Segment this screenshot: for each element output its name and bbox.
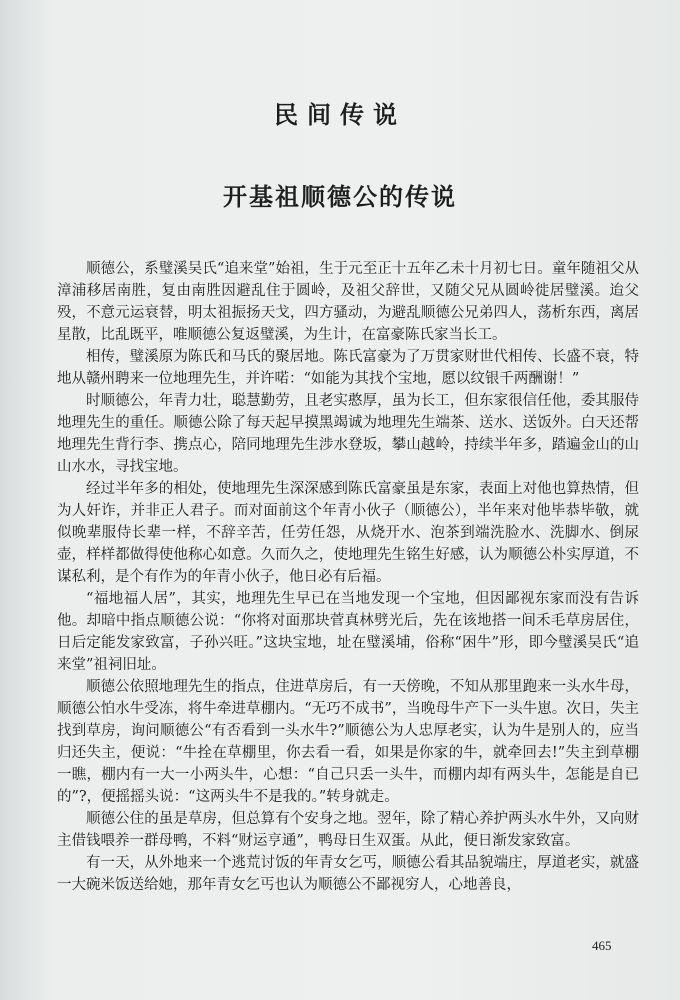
- article-title: 开基祖顺德公的传说: [223, 183, 457, 211]
- section-title: 民间传说: [274, 101, 406, 129]
- paragraph-7: 顺德公住的虽是草房，但总算有个安身之地。翌年，除了精心养护两头水牛外，又向财主借钱喂养一群母鸭，不料“财运亨通”，鸭母日生双蛋。从此，便日渐发家致富。: [57, 811, 639, 849]
- paragraph-6: 顺德公依照地理先生的指点，住进草房后，有一天傍晚，不知从那里跑来一头水牛母，顺德公怕水牛受冻，将牛牵进草棚内。“无巧不成书”，当晚母牛产下一头牛崽。次日，失主找到草房，询问顺德公“有否看到一头水牛?”顺德公为人忠厚老实，认为牛是别人的，应当归还失主，便说：“牛拴在草棚里，你去看一看，如果是你家的牛，就牵回去!”失主到草棚一瞧，棚内有一大一小两头牛，心想：“自己只丢一头牛，而棚内却有两头牛，怎能是自已的”?，便摇摇头说：“这两头牛不是我的。”转身就走。: [57, 679, 639, 805]
- paragraph-8: 有一天，从外地来一个逃荒讨饭的年青女乞丐，顺德公看其品貌端庄，厚道老实，就盛一大碗米饭送给她，那年青女乞丐也认为顺德公不鄙视穷人，心地善良，: [57, 855, 639, 893]
- article-body: [57, 258, 639, 896]
- paragraph-3: 时顺德公，年青力壮，聪慧勤劳，且老实憨厚，虽为长工，但东家很信任他，委其服侍地理先生的重任。顺德公除了每天起早摸黑竭诚为地理先生端茶、送水、送饭外。白天还帮地理先生背行李、携点心，陪同地理先生涉水登坂，攀山越岭，持续半年多，踏遍金山的山山水水，寻找宝地。: [57, 393, 639, 475]
- paragraph-2: 相传，璧溪原为陈氏和马氏的聚居地。陈氏富豪为了万贯家财世代相传、长盛不衰，特地从赣州聘来一位地理先生，并许喏：“如能为其找个宝地，愿以纹银千两酬谢！”: [57, 349, 639, 387]
- page-number: 465: [592, 938, 612, 953]
- paragraph-1: 顺德公，系璧溪吴氏“追来堂”始祖，生于元至正十五年乙未十月初七日。童年随祖父从漳浦移居南胜，复由南胜因避乱住于圆岭，及祖父辞世，又随父兄从圆岭徙居璧溪。迨父殁，不意元运衰替，明太祖振扬天戈，四方骚动，为避乱顺德公兄弟四人，荡析东西，离居星散，比乱既平，唯顺德公复返璧溪，为生计，在富豪陈氏家当长工。: [57, 261, 639, 343]
- paragraph-5: “福地福人居”，其实，地理先生早已在当地发现一个宝地，但因鄙视东家而没有告诉他。却暗中指点顺德公说：“你将对面那块菅真林劈光后，先在该地搭一间禾毛草房居住，日后定能发家致富，子孙兴旺。”这块宝地，址在璧溪埔，俗称“困牛”形，即今璧溪吴氏“追来堂”祖祠旧址。: [57, 591, 639, 673]
- paragraph-4: 经过半年多的相处，使地理先生深深感到陈氏富豪虽是东家，表面上对他也算热情，但为人奸诈，并非正人君子。而对面前这个年青小伙子（顺德公），半年来对他毕恭毕敬，就似晚辈服侍长辈一样，不辞辛苦，任劳任怨，从烧开水、泡茶到端洗脸水、洗脚水、倒尿壶，样样都做得使他称心如意。久而久之，使地理先生铭生好感，认为顺德公朴实厚道，不谋私利，是个有作为的年青小伙子，他日必有后福。: [57, 481, 639, 585]
